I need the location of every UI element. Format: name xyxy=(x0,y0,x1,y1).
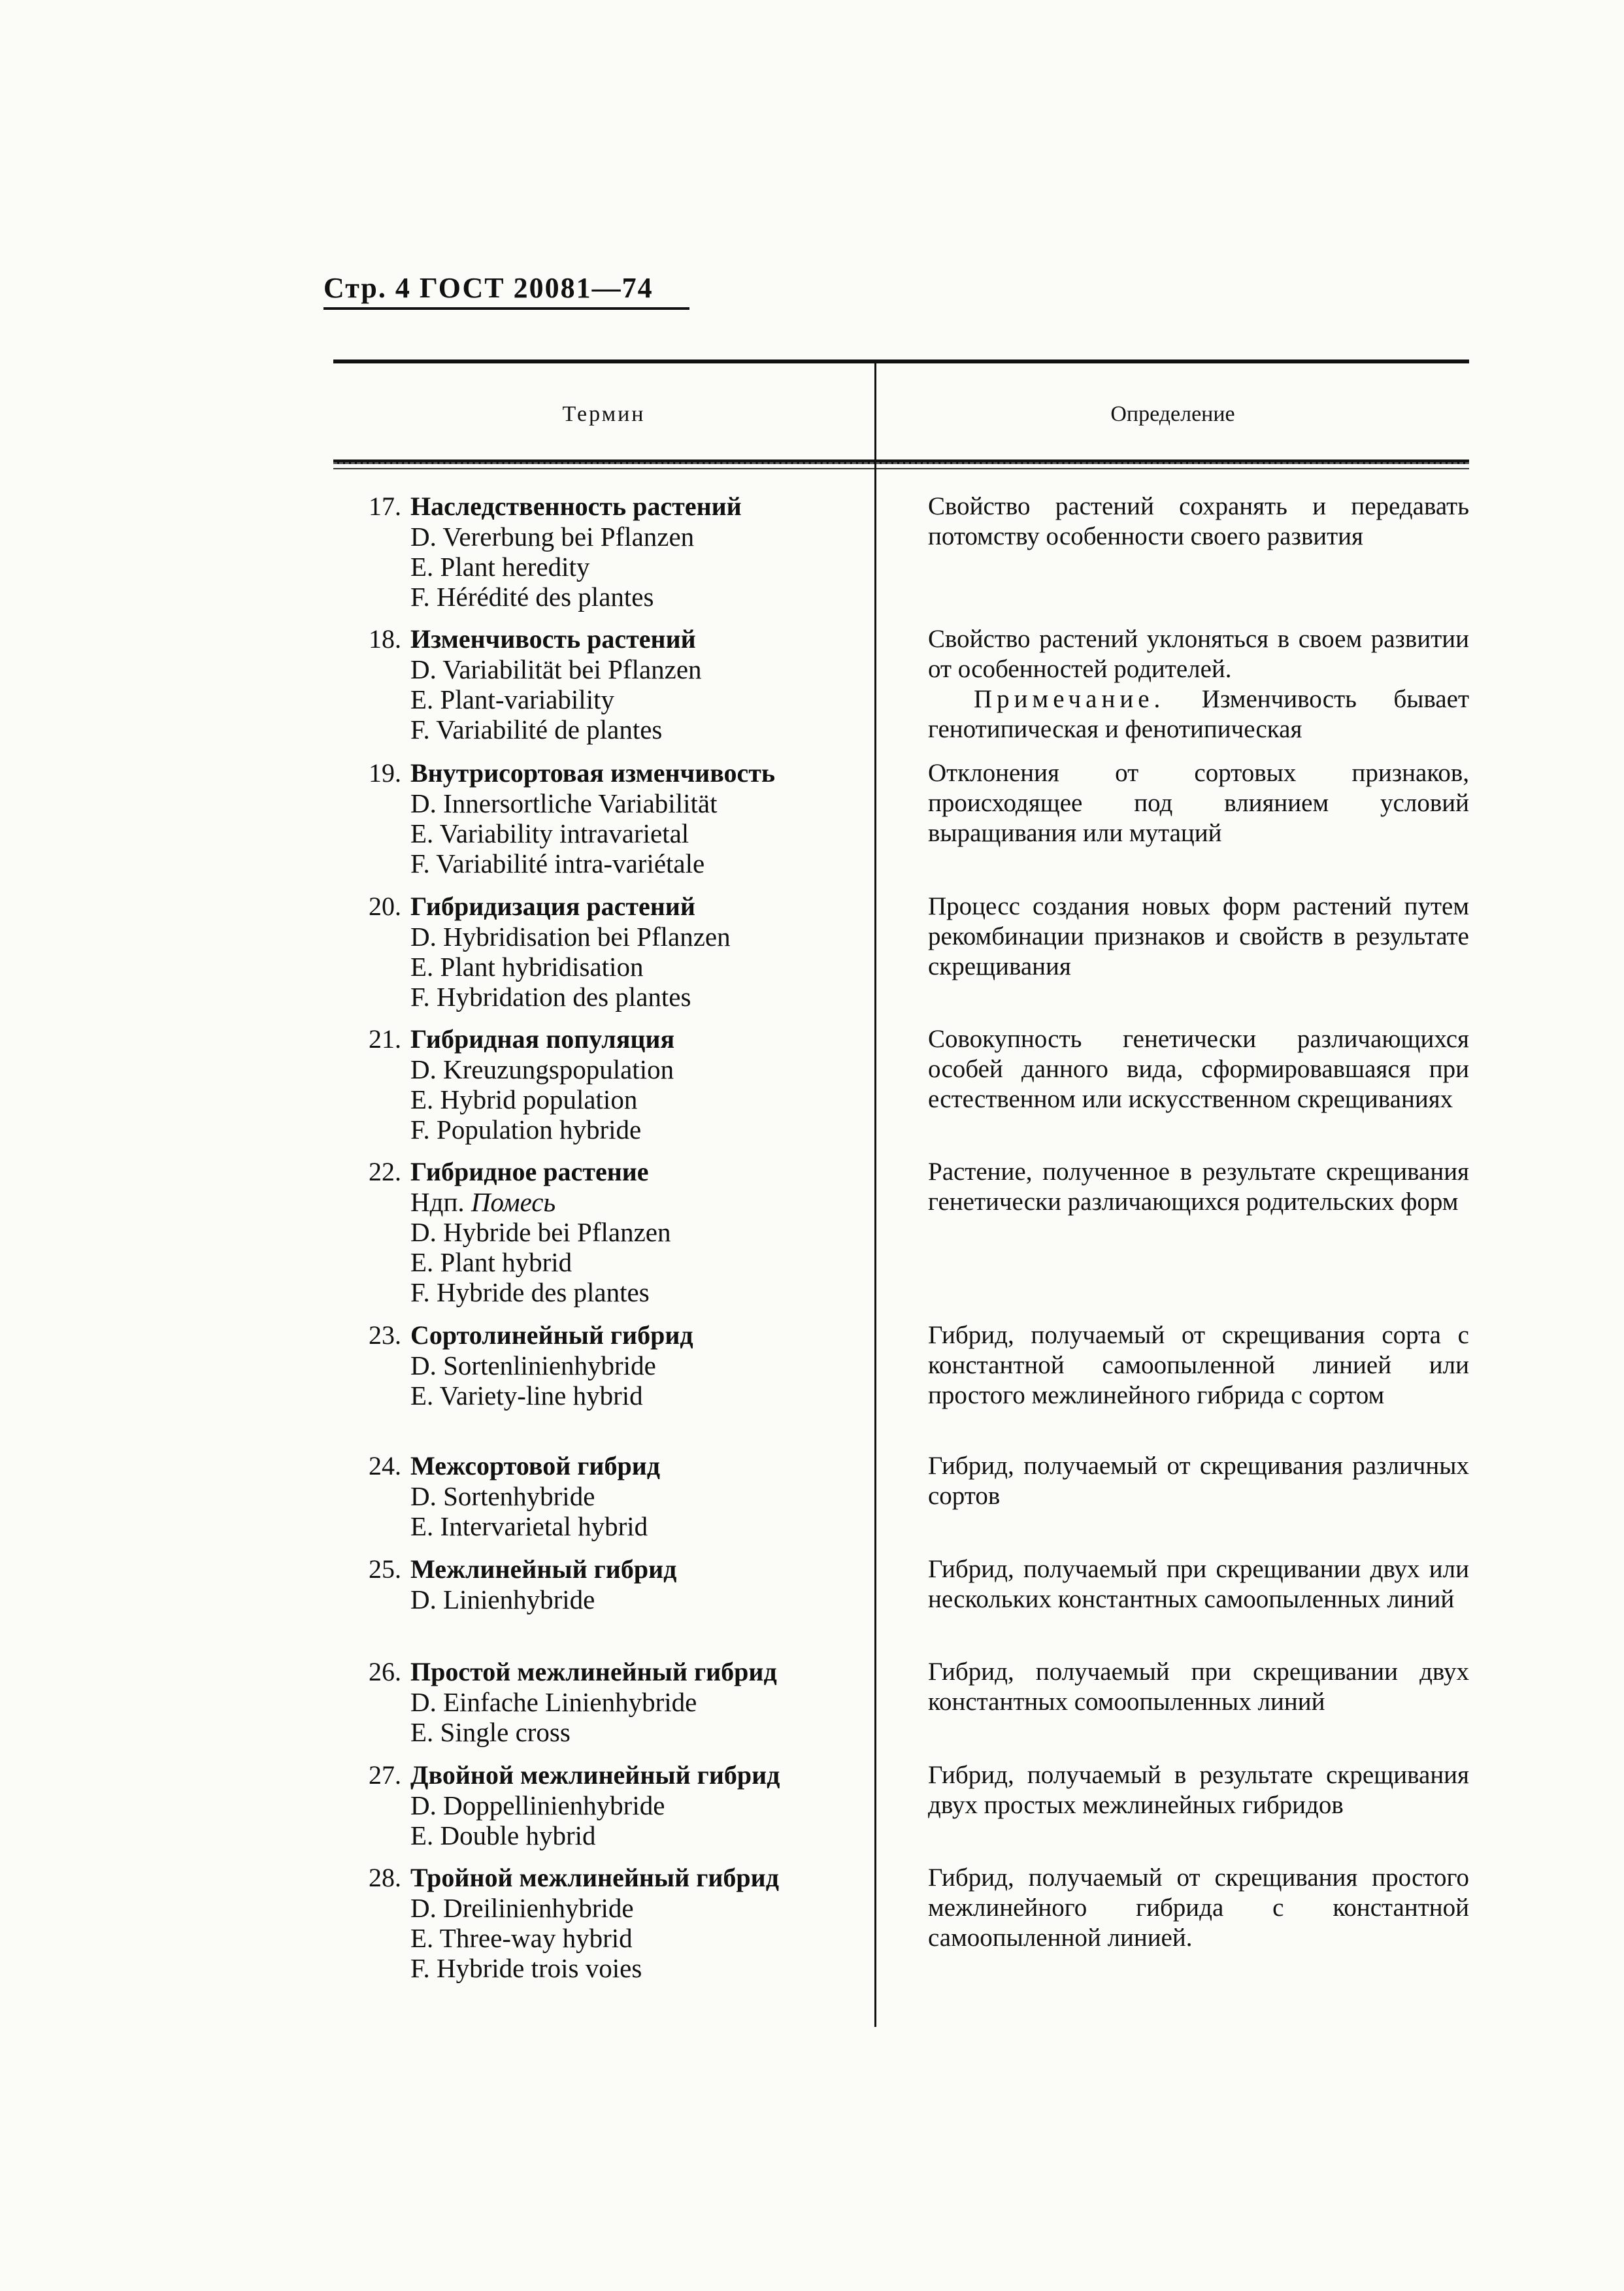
term-translation: D. Sortenlinienhybride xyxy=(410,1350,656,1380)
table-header-rule-secondary xyxy=(333,468,1469,469)
term-number: 18. xyxy=(369,624,401,654)
term-definition: Гибрид, получаемый от скрещивания сорта с константной самоопыленной линией или простого межлинейного гибрида с сортом xyxy=(928,1321,1469,1409)
note-text: Изменчивость бывает генотипическая и фенотипическая xyxy=(928,685,1470,743)
definition-text: Свойство растений уклоняться в своем развитии от особенностей родителей. xyxy=(928,625,1469,683)
synonym-value: Помесь xyxy=(471,1187,556,1217)
term-cell xyxy=(333,1157,874,1307)
term-translation: D. Hybride bei Pflanzen xyxy=(410,1217,671,1247)
term-definition xyxy=(928,624,1469,744)
term-synonym xyxy=(333,1187,874,1217)
term-cell xyxy=(333,1863,874,1983)
term-translation: F. Hybride des plantes xyxy=(410,1277,650,1307)
term-number: 23. xyxy=(369,1320,401,1350)
term-translation: D. Innersortliche Variabilität xyxy=(410,788,718,818)
term-definition: Гибрид, получаемый при скрещивании двух константных сомоопыленных линий xyxy=(928,1658,1469,1716)
term-translation: F. Hybridation des plantes xyxy=(410,982,691,1012)
term-translation: E. Hybrid population xyxy=(410,1084,638,1114)
term-definition: Свойство растений сохранять и передавать потомству особенности своего развития xyxy=(928,492,1469,550)
note-label: Примечание. xyxy=(974,685,1165,713)
column-header-definition: Определение xyxy=(1110,402,1235,426)
term-name: Простой межлинейный гибрид xyxy=(410,1657,777,1686)
term-translation: E. Single cross xyxy=(410,1717,571,1747)
term-translation: F. Hybride trois voies xyxy=(410,1953,642,1983)
term-translation: D. Variabilität bei Pflanzen xyxy=(410,654,702,684)
term-translation: D. Einfache Linienhybride xyxy=(410,1687,697,1717)
table-top-rule xyxy=(333,360,1469,363)
term-name: Внутрисортовая изменчивость xyxy=(410,758,776,788)
term-translation: E. Plant-variability xyxy=(410,684,614,714)
term-number: 21. xyxy=(369,1024,401,1054)
term-name: Тройной межлинейный гибрид xyxy=(410,1863,779,1892)
column-header-terms: Термин xyxy=(562,402,646,426)
term-definition: Процесс создания новых форм растений путем рекомбинации признаков и свойств в результате скрещивания xyxy=(928,892,1469,980)
term-definition: Растение, полученное в результате скрещивания генетически различающихся родительских форм xyxy=(928,1158,1469,1216)
term-translation: F. Variabilité de plantes xyxy=(410,714,663,744)
header-underline xyxy=(323,307,689,310)
term-cell xyxy=(333,492,874,612)
term-cell xyxy=(333,892,874,1012)
term-name: Межсортовой гибрид xyxy=(410,1451,660,1480)
synonym-prefix: Ндп. xyxy=(410,1187,465,1217)
term-cell xyxy=(333,1451,874,1541)
term-translation: D. Vererbung bei Pflanzen xyxy=(410,522,695,552)
table-header-rule xyxy=(333,460,1469,464)
term-translation: D. Doppellinienhybride xyxy=(410,1790,665,1820)
term-number: 19. xyxy=(369,758,401,788)
term-translation: D. Hybridisation bei Pflanzen xyxy=(410,922,731,952)
term-cell xyxy=(333,1024,874,1145)
term-translation: D. Kreuzungspopulation xyxy=(410,1054,674,1084)
term-translation: E. Plant heredity xyxy=(410,552,590,582)
term-definition: Отклонения от сортовых признаков, происходящее под влиянием условий выращивания или мутаций xyxy=(928,759,1469,847)
term-translation: F. Hérédité des plantes xyxy=(410,582,654,612)
term-cell xyxy=(333,1760,874,1850)
term-name: Сортолинейный гибрид xyxy=(410,1320,693,1350)
term-cell xyxy=(333,1554,874,1614)
term-cell xyxy=(333,1320,874,1411)
term-translation: D. Sortenhybride xyxy=(410,1481,595,1511)
term-translation: D. Dreilinienhybride xyxy=(410,1893,634,1923)
term-number: 22. xyxy=(369,1157,401,1186)
term-number: 17. xyxy=(369,492,401,521)
term-translation: E. Three-way hybrid xyxy=(410,1923,633,1953)
term-translation: F. Population hybride xyxy=(410,1114,642,1145)
term-number: 25. xyxy=(369,1554,401,1584)
term-name: Двойной межлинейный гибрид xyxy=(410,1760,780,1790)
term-number: 28. xyxy=(369,1863,401,1892)
term-name: Гибридная популяция xyxy=(410,1024,675,1054)
term-cell xyxy=(333,758,874,878)
term-definition: Гибрид, получаемый при скрещивании двух или нескольких константных самоопыленных линий xyxy=(928,1555,1469,1613)
term-translation: E. Double hybrid xyxy=(410,1820,596,1850)
term-number: 20. xyxy=(369,892,401,921)
term-name: Гибридное растение xyxy=(410,1157,649,1186)
term-cell xyxy=(333,1657,874,1747)
term-name: Межлинейный гибрид xyxy=(410,1554,677,1584)
term-name: Гибридизация растений xyxy=(410,892,695,921)
page-header: Стр. 4 ГОСТ 20081—74 xyxy=(323,272,654,304)
term-definition: Гибрид, получаемый в результате скрещивания двух простых межлинейных гибридов xyxy=(928,1761,1469,1819)
term-cell xyxy=(333,624,874,744)
term-definition: Совокупность генетически различающихся особей данного вида, сформировавшаяся при естественном или искусственном скрещиваниях xyxy=(928,1025,1469,1113)
term-translation: D. Linienhybride xyxy=(410,1584,595,1614)
term-definition: Гибрид, получаемый от скрещивания простого межлинейного гибрида с константной самоопыленной линией. xyxy=(928,1864,1469,1952)
term-translation: E. Plant hybrid xyxy=(410,1247,572,1277)
term-number: 24. xyxy=(369,1451,401,1480)
column-divider xyxy=(874,363,876,2027)
term-translation: E. Plant hybridisation xyxy=(410,952,644,982)
term-definition: Гибрид, получаемый от скрещивания различных сортов xyxy=(928,1452,1469,1510)
term-number: 26. xyxy=(369,1657,401,1686)
term-name: Изменчивость растений xyxy=(410,624,696,654)
term-name: Наследственность растений xyxy=(410,492,742,521)
term-translation: E. Intervarietal hybrid xyxy=(410,1511,648,1541)
term-translation: F. Variabilité intra-variétale xyxy=(410,848,705,878)
term-translation: E. Variety-line hybrid xyxy=(410,1380,643,1411)
term-translation: E. Variability intravarietal xyxy=(410,818,689,848)
term-number: 27. xyxy=(369,1760,401,1790)
